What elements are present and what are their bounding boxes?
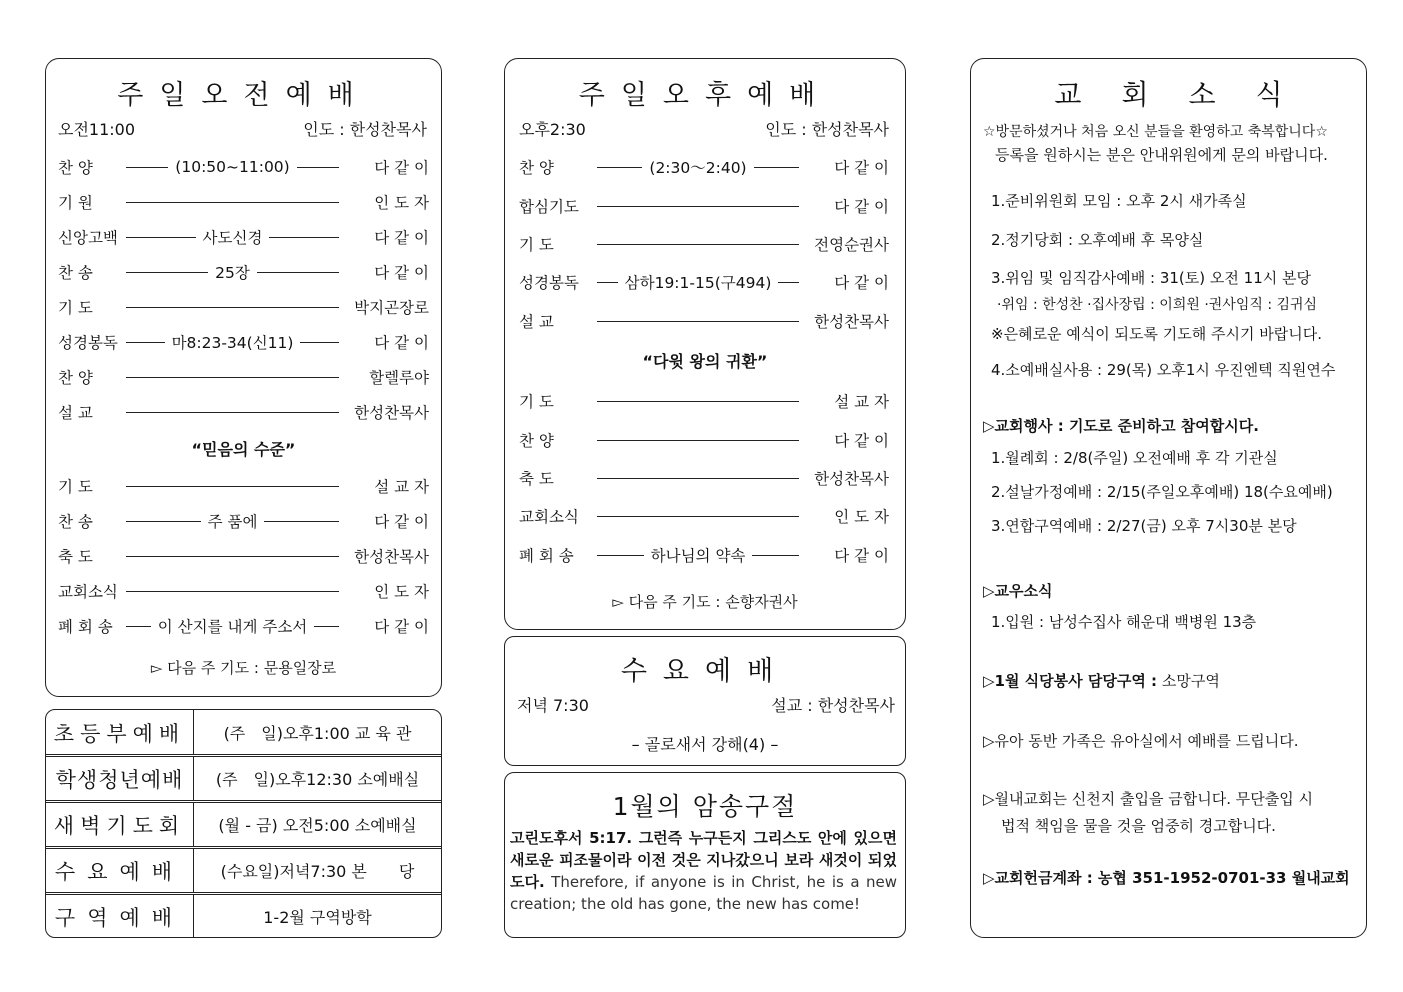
order-label: 교회소식 [58, 583, 118, 601]
order-row [58, 401, 429, 423]
order-label: 기 도 [58, 299, 93, 317]
order-row [58, 510, 429, 532]
order-row [58, 545, 429, 567]
welcome-line: ☆방문하셨거나 처음 오신 분들을 환영하고 축복합니다☆ [983, 124, 1328, 140]
order-detail: (2:30～2:40) [649, 159, 747, 177]
event-item: 2.설날가정예배 : 2/15(주일오후예배) 18(수요예배) [991, 483, 1333, 501]
morning-next-prayer: ▻ 다음 주 기도 : 문용일장로 [150, 659, 337, 677]
memory-verse-text [510, 827, 897, 915]
order-row [519, 544, 889, 566]
schedule-name: 초등부예배 [46, 710, 194, 755]
memory-verse-title: 1월의 암송구절 [612, 792, 798, 821]
order-detail: 주 품에 [207, 513, 258, 531]
order-label: 찬 양 [519, 159, 554, 177]
order-person: 다 같 이 [374, 513, 430, 531]
order-label: 찬 양 [58, 369, 93, 387]
afternoon-worship-title: 주일오후예배 [578, 80, 832, 111]
order-person: 다 같 이 [374, 159, 430, 177]
order-label: 교회소식 [519, 508, 579, 526]
cult-warning-line1: ▷월내교회는 신천지 출입을 금합니다. 무단출입 시 [983, 790, 1313, 808]
afternoon-sermon-title: “다윗 왕의 귀환” [642, 352, 768, 371]
order-detail: 25장 [215, 264, 250, 282]
order-label: 축 도 [58, 548, 93, 566]
order-row [58, 261, 429, 283]
event-item: 3.연합구역예배 : 2/27(금) 오후 7시30분 본당 [991, 517, 1297, 535]
order-person: 다 같 이 [834, 159, 889, 177]
order-label: 기 원 [58, 194, 93, 212]
order-person: 다 같 이 [834, 198, 889, 216]
order-person: 다 같 이 [834, 432, 889, 450]
schedule-time: (주 일)오후1:00 교 육 관 [223, 724, 412, 743]
order-person: 한성찬목사 [814, 313, 889, 331]
afternoon-time: 오후2:30 [519, 120, 586, 139]
schedule-name: 구역예배 [46, 894, 194, 938]
order-person: 다 같 이 [374, 264, 430, 282]
order-person: 인 도 자 [374, 583, 429, 601]
order-person: 박지곤장로 [354, 299, 429, 317]
schedule-row [46, 848, 441, 893]
morning-worship-box [45, 58, 442, 697]
schedule-name: 새벽기도회 [46, 802, 194, 847]
schedule-row [46, 894, 441, 938]
meal-service-heading: ▷1월 식당봉사 담당구역 : [983, 672, 1158, 690]
schedule-time: 1-2월 구역방학 [263, 908, 372, 927]
order-label: 찬 양 [519, 432, 554, 450]
order-label: 설 교 [519, 313, 554, 331]
order-row [58, 191, 429, 213]
wednesday-time: 저녁 7:30 [517, 696, 589, 715]
order-label: 폐 회 송 [519, 547, 574, 565]
memory-verse-korean: 고린도후서 5:17. 그런즉 누구든지 그리스도 안에 있으면 새로운 피조물이라 이전 것은 지나갔으니 보라 새것이 되었도다. [510, 829, 897, 891]
order-label: 기 도 [519, 393, 554, 411]
order-person: 다 같 이 [374, 229, 429, 247]
registration-line: 등록을 원하시는 분은 안내위원에게 문의 바랍니다. [995, 146, 1328, 164]
order-detail: (10:50~11:00) [175, 158, 290, 176]
order-row [519, 429, 889, 451]
order-detail: 사도신경 [202, 229, 263, 247]
event-item: 1.월례회 : 2/8(주일) 오전예배 후 각 기관실 [991, 449, 1278, 467]
order-person: 할렐루야 [369, 369, 429, 387]
news-item: ※은혜로운 예식이 되도록 기도해 주시기 바랍니다. [991, 325, 1322, 343]
schedule-row [46, 756, 441, 801]
news-item: 2.정기당회 : 오후예배 후 목양실 [991, 231, 1204, 249]
members-item: 1.입원 : 남성수집사 해운대 백병원 13층 [991, 613, 1257, 631]
order-label: 축 도 [519, 470, 554, 488]
news-item: 1.준비위원회 모임 : 오후 2시 새가족실 [991, 192, 1247, 210]
wednesday-subject: – 골로새서 강해(4) – [631, 735, 779, 754]
order-row [519, 195, 889, 217]
church-news-box [970, 58, 1367, 938]
order-row [519, 467, 889, 489]
order-label: 성경봉독 [519, 274, 579, 292]
order-person: 다 같 이 [374, 618, 430, 636]
order-label: 찬 송 [58, 264, 93, 282]
order-row [58, 226, 429, 248]
order-label: 합심기도 [519, 198, 579, 216]
order-row [58, 366, 429, 388]
order-person: 한성찬목사 [354, 404, 429, 422]
order-person: 한성찬목사 [814, 470, 889, 488]
order-row [58, 615, 429, 637]
order-person: 전영순권사 [814, 236, 889, 254]
order-row [519, 271, 889, 293]
order-row [519, 310, 889, 332]
order-label: 기 도 [58, 478, 93, 496]
order-label: 성경봉독 [58, 334, 118, 352]
order-person: 설 교 자 [834, 393, 889, 411]
order-person: 다 같 이 [834, 274, 890, 292]
order-detail: 마8:23-34(신11) [171, 334, 294, 352]
wednesday-preacher: 설교 : 한성찬목사 [771, 696, 895, 715]
worship-schedule-table [45, 709, 442, 938]
order-label: 찬 송 [58, 513, 93, 531]
afternoon-worship-box [504, 58, 906, 630]
order-label: 설 교 [58, 404, 93, 422]
offering-account: ▷교회헌금계좌 : 농협 351-1952-0701-33 월내교회 [983, 869, 1350, 887]
meal-service-value: 소망구역 [1161, 672, 1220, 690]
order-row [519, 233, 889, 255]
order-label: 신앙고백 [58, 229, 118, 247]
order-person: 다 같 이 [374, 334, 430, 352]
order-detail: 하나님의 약속 [650, 547, 746, 565]
order-label: 기 도 [519, 236, 554, 254]
order-person: 인 도 자 [834, 508, 889, 526]
order-row [58, 475, 429, 497]
morning-sermon-title: “믿음의 수준” [191, 440, 296, 459]
events-heading: ▷교회행사 : 기도로 준비하고 참여합시다. [983, 417, 1259, 435]
wednesday-worship-box [504, 636, 906, 766]
order-row [58, 580, 429, 602]
morning-leader: 인도 : 한성찬목사 [303, 120, 427, 139]
schedule-row [46, 710, 441, 755]
order-detail: 이 산지를 내게 주소서 [157, 618, 308, 636]
order-row [58, 156, 429, 178]
schedule-name: 학생청년예배 [46, 756, 194, 801]
order-row [58, 331, 429, 353]
order-detail: 삼하19:1-15(구494) [624, 274, 772, 292]
cult-warning-line2: 법적 책임을 물을 것을 엄중히 경고합니다. [1001, 817, 1276, 835]
schedule-time: (월 - 금) 오전5:00 소예배실 [218, 816, 417, 835]
order-row [58, 296, 429, 318]
order-person: 한성찬목사 [354, 548, 429, 566]
news-item: ·위임 : 한성찬 ·집사장립 : 이희원 ·권사임직 : 김귀심 [997, 297, 1318, 313]
schedule-name: 수요예배 [46, 848, 194, 893]
memory-verse-english: Therefore, if anyone is in Christ, he is a new creation; the old has gone, the new has come! [510, 873, 897, 913]
morning-time: 오전11:00 [58, 120, 136, 139]
meal-service-line [983, 670, 1220, 691]
news-item: 4.소예배실사용 : 29(목) 오후1시 우진엔텍 직원연수 [991, 361, 1336, 379]
schedule-time: (수요일)저녁7:30 본 당 [220, 862, 415, 881]
order-label: 폐 회 송 [58, 618, 113, 636]
schedule-row [46, 802, 441, 847]
order-person: 인 도 자 [374, 194, 429, 212]
infant-notice: ▷유아 동반 가족은 유아실에서 예배를 드립니다. [983, 732, 1299, 750]
order-row [519, 156, 889, 178]
schedule-time: (주 일)오후12:30 소예배실 [215, 770, 420, 789]
news-item: 3.위임 및 임직감사예배 : 31(토) 오전 11시 본당 [991, 269, 1311, 287]
morning-worship-title: 주일오전예배 [117, 80, 370, 111]
order-label: 찬 양 [58, 159, 93, 177]
order-row [519, 505, 889, 527]
order-person: 설 교 자 [374, 478, 429, 496]
members-heading: ▷교우소식 [983, 582, 1053, 600]
afternoon-leader: 인도 : 한성찬목사 [765, 120, 889, 139]
church-news-title: 교회소식 [1054, 78, 1323, 111]
wednesday-worship-title: 수요예배 [620, 656, 790, 687]
order-person: 다 같 이 [834, 547, 890, 565]
afternoon-next-prayer: ▻ 다음 주 기도 : 손향자권사 [612, 593, 798, 611]
memory-verse-box [504, 772, 906, 938]
order-row [519, 390, 889, 412]
